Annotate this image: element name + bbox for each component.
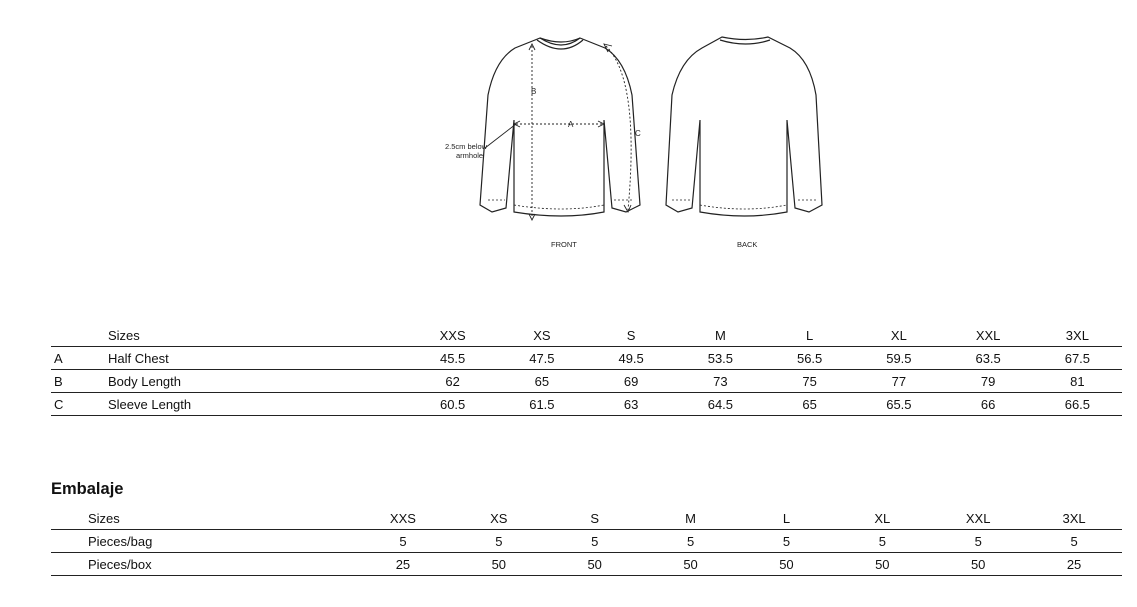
table-row-pieces-box: [51, 553, 1122, 576]
value-cell: 61.5: [497, 393, 586, 416]
value-cell: 65.5: [854, 393, 943, 416]
size-header: XL: [834, 507, 930, 530]
value-cell: 5: [739, 530, 835, 553]
value-cell: 81: [1033, 370, 1122, 393]
value-cell: 63.5: [944, 347, 1033, 370]
value-cell: 47.5: [497, 347, 586, 370]
size-header: L: [739, 507, 835, 530]
value-cell: 5: [643, 530, 739, 553]
size-header: XS: [451, 507, 547, 530]
value-cell: 5: [834, 530, 930, 553]
row-name: Half Chest: [108, 347, 408, 370]
table-row-body-length: [51, 370, 1122, 393]
header-sizes-label: Sizes: [108, 324, 408, 347]
value-cell: 69: [587, 370, 676, 393]
packaging-title: Embalaje: [51, 480, 124, 498]
size-measurement-table: [51, 324, 1122, 416]
row-spacer-cell: [51, 530, 88, 553]
value-cell: 79: [944, 370, 1033, 393]
value-cell: 50: [739, 553, 835, 576]
value-cell: 50: [547, 553, 643, 576]
table-row-pieces-bag: [51, 530, 1122, 553]
value-cell: 25: [355, 553, 451, 576]
value-cell: 59.5: [854, 347, 943, 370]
value-cell: 53.5: [676, 347, 765, 370]
packaging-table: [51, 507, 1122, 576]
row-code: B: [51, 370, 108, 393]
value-cell: 56.5: [765, 347, 854, 370]
header-spacer-cell: [51, 507, 88, 530]
value-cell: 5: [547, 530, 643, 553]
row-spacer-cell: [51, 553, 88, 576]
value-cell: 62: [408, 370, 497, 393]
row-name: Pieces/box: [88, 553, 355, 576]
note-line-1: 2.5cm below: [445, 142, 488, 151]
back-shirt-drawing: [666, 37, 822, 216]
value-cell: 65: [765, 393, 854, 416]
value-cell: 65: [497, 370, 586, 393]
value-cell: 63: [587, 393, 676, 416]
size-header: M: [643, 507, 739, 530]
value-cell: 67.5: [1033, 347, 1122, 370]
value-cell: 64.5: [676, 393, 765, 416]
size-header: 3XL: [1033, 324, 1122, 347]
value-cell: 50: [930, 553, 1026, 576]
value-cell: 50: [643, 553, 739, 576]
value-cell: 45.5: [408, 347, 497, 370]
row-name: Sleeve Length: [108, 393, 408, 416]
size-header: XS: [497, 324, 586, 347]
value-cell: 5: [451, 530, 547, 553]
size-header: XXS: [355, 507, 451, 530]
size-header: XXL: [930, 507, 1026, 530]
row-name: Body Length: [108, 370, 408, 393]
value-cell: 5: [930, 530, 1026, 553]
size-table-header: [51, 324, 1122, 347]
size-header: 3XL: [1026, 507, 1122, 530]
front-label: FRONT: [551, 240, 577, 249]
value-cell: 60.5: [408, 393, 497, 416]
value-cell: 50: [451, 553, 547, 576]
size-header: XXL: [944, 324, 1033, 347]
size-header: XL: [854, 324, 943, 347]
row-name: Pieces/bag: [88, 530, 355, 553]
note-line-2: armhole: [456, 151, 484, 160]
packaging-table-header: [51, 507, 1122, 530]
table-row-sleeve-length: [51, 393, 1122, 416]
value-cell: 5: [1026, 530, 1122, 553]
measure-a-label: A: [568, 120, 574, 129]
value-cell: 49.5: [587, 347, 676, 370]
measure-b-label: B: [531, 87, 537, 96]
size-header: XXS: [408, 324, 497, 347]
value-cell: 25: [1026, 553, 1122, 576]
front-shirt-drawing: [480, 38, 640, 216]
measure-c-label: C: [635, 129, 641, 138]
size-header: S: [587, 324, 676, 347]
value-cell: 66.5: [1033, 393, 1122, 416]
value-cell: 77: [854, 370, 943, 393]
size-header: M: [676, 324, 765, 347]
value-cell: 73: [676, 370, 765, 393]
size-header: L: [765, 324, 854, 347]
garment-diagram: [0, 0, 1137, 300]
value-cell: 66: [944, 393, 1033, 416]
row-code: A: [51, 347, 108, 370]
size-header: S: [547, 507, 643, 530]
header-code-cell: [51, 324, 108, 347]
value-cell: 5: [355, 530, 451, 553]
back-label: BACK: [737, 240, 758, 249]
value-cell: 50: [834, 553, 930, 576]
row-code: C: [51, 393, 108, 416]
header-sizes-label: Sizes: [88, 507, 355, 530]
value-cell: 75: [765, 370, 854, 393]
table-row-half-chest: [51, 347, 1122, 370]
